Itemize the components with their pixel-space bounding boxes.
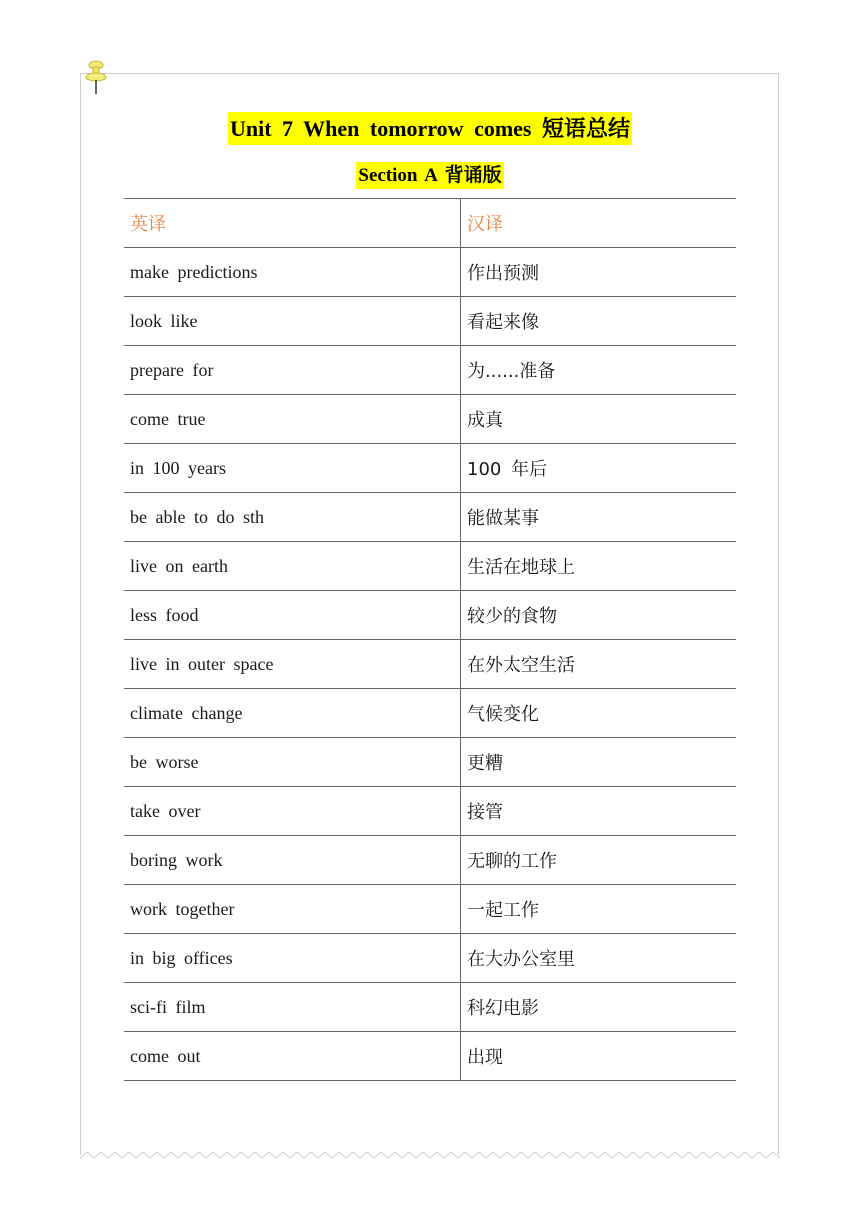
phrase-english: be able to do sth (124, 493, 461, 542)
table-row (124, 787, 736, 836)
title-text: Unit 7 When tomorrow comes 短语总结 (228, 112, 632, 145)
page-torn-edge (80, 1150, 780, 1160)
table-row (124, 395, 736, 444)
phrase-chinese: 能做某事 (461, 493, 737, 542)
phrase-chinese: 看起来像 (461, 297, 737, 346)
phrase-chinese: 生活在地球上 (461, 542, 737, 591)
table-row (124, 542, 736, 591)
document-subtitle (0, 160, 860, 187)
phrase-english: make predictions (124, 248, 461, 297)
table-row (124, 248, 736, 297)
pushpin-icon (84, 60, 108, 96)
table-row (124, 493, 736, 542)
table-header-row (124, 199, 736, 248)
phrase-english: come true (124, 395, 461, 444)
phrase-chinese: 在外太空生活 (461, 640, 737, 689)
table-row (124, 934, 736, 983)
phrase-chinese: 成真 (461, 395, 737, 444)
phrase-english: sci-fi film (124, 983, 461, 1032)
phrase-english: prepare for (124, 346, 461, 395)
document-title (0, 112, 860, 143)
table-row (124, 689, 736, 738)
phrase-english: live in outer space (124, 640, 461, 689)
phrase-chinese: 科幻电影 (461, 983, 737, 1032)
phrase-chinese: 一起工作 (461, 885, 737, 934)
table-row (124, 885, 736, 934)
phrase-english: be worse (124, 738, 461, 787)
header-chinese: 汉译 (461, 199, 737, 248)
phrase-english: less food (124, 591, 461, 640)
phrase-english: boring work (124, 836, 461, 885)
phrase-english: come out (124, 1032, 461, 1081)
phrase-chinese: 较少的食物 (461, 591, 737, 640)
subtitle-text: Section A 背诵版 (356, 162, 503, 189)
phrase-english: in 100 years (124, 444, 461, 493)
phrase-chinese: 接管 (461, 787, 737, 836)
table-row (124, 591, 736, 640)
table-row (124, 297, 736, 346)
phrase-table (124, 198, 736, 1081)
phrase-english: in big offices (124, 934, 461, 983)
phrase-english: look like (124, 297, 461, 346)
table-row (124, 836, 736, 885)
phrase-chinese: 在大办公室里 (461, 934, 737, 983)
phrase-english: take over (124, 787, 461, 836)
phrase-chinese: 无聊的工作 (461, 836, 737, 885)
table-row (124, 346, 736, 395)
phrase-chinese: 为......准备 (461, 346, 737, 395)
phrase-english: climate change (124, 689, 461, 738)
phrase-chinese: 作出预测 (461, 248, 737, 297)
table-row (124, 444, 736, 493)
table-row (124, 1032, 736, 1081)
table-row (124, 640, 736, 689)
phrase-english: work together (124, 885, 461, 934)
phrase-chinese: 100 年后 (461, 444, 737, 493)
table-row (124, 983, 736, 1032)
phrase-chinese: 出现 (461, 1032, 737, 1081)
phrase-chinese: 气候变化 (461, 689, 737, 738)
phrase-chinese: 更糟 (461, 738, 737, 787)
table-row (124, 738, 736, 787)
header-english: 英译 (124, 199, 461, 248)
phrase-english: live on earth (124, 542, 461, 591)
